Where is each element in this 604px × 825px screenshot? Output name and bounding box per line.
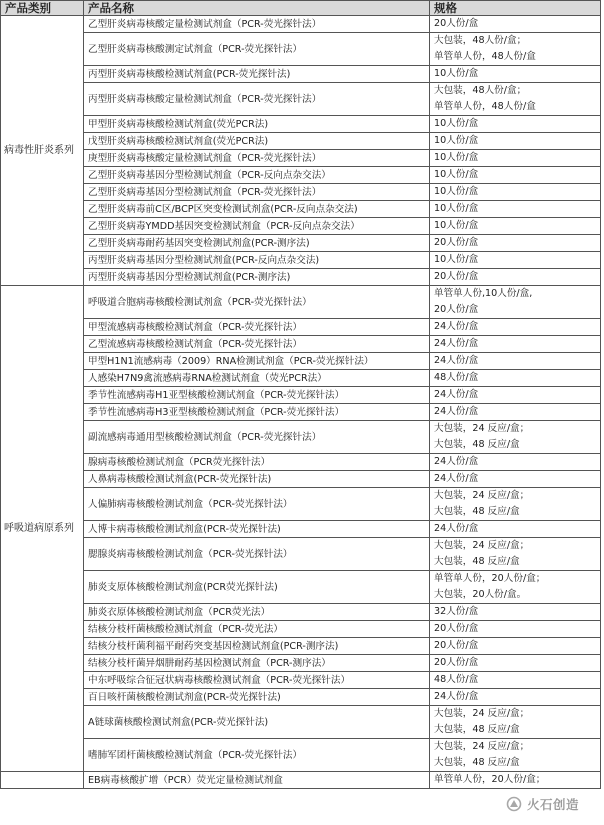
product-name-cell: 丙型肝炎病毒核酸检测试剂盒(PCR-荧光探针法) — [84, 66, 430, 83]
spec-line: 大包装，24 反应/盒； — [434, 540, 530, 551]
product-name-cell: 丙型肝炎病毒核酸定量检测试剂盒（PCR-荧光探针法） — [84, 83, 430, 116]
spec-cell — [430, 772, 601, 789]
product-name-cell: 中东呼吸综合征冠状病毒核酸检测试剂盒（PCR-荧光探针法） — [84, 672, 430, 689]
spec-cell — [430, 218, 601, 235]
spec-line: 24人份/盒 — [434, 473, 479, 484]
spec-cell — [430, 66, 601, 83]
product-name-cell: 季节性流感病毒H1亚型核酸检测试剂盒（PCR-荧光探针法） — [84, 387, 430, 404]
table-row — [1, 16, 601, 33]
spec-line: 10人份/盒 — [434, 203, 479, 214]
table-body — [1, 16, 601, 789]
table-row — [1, 201, 601, 218]
spec-line: 24人份/盒 — [434, 691, 479, 702]
product-name-cell: 人感染H7N9禽流感病毒RNA检测试剂盒（荧光PCR法） — [84, 370, 430, 387]
product-name-cell: 乙型肝炎病毒耐药基因突变检测试剂盒(PCR-测序法) — [84, 235, 430, 252]
product-name-cell: 乙型肝炎病毒基因分型检测试剂盒（PCR-反向点杂交法） — [84, 167, 430, 184]
product-name-cell: 乙型肝炎病毒核酸定量检测试剂盒（PCR-荧光探针法） — [84, 16, 430, 33]
category-cell: 呼吸道病原系列 — [1, 286, 84, 772]
spec-line: 24人份/盒 — [434, 321, 479, 332]
table-row — [1, 672, 601, 689]
table-row — [1, 66, 601, 83]
product-name-cell: EB病毒核酸扩增（PCR）荧光定量检测试剂盒 — [84, 772, 430, 789]
spec-cell — [430, 336, 601, 353]
watermark — [504, 793, 602, 815]
spec-cell — [430, 286, 601, 319]
table-row — [1, 488, 601, 521]
table-row — [1, 286, 601, 319]
header-category: 产品类别 — [1, 1, 84, 16]
spec-line: 20人份/盒 — [434, 271, 479, 282]
spec-line: 单管单人份,10人份/盒, — [434, 288, 533, 299]
spec-line: 大包装，48人份/盒； — [434, 85, 527, 96]
product-name-cell: 呼吸道合胞病毒核酸检测试剂盒（PCR-荧光探针法） — [84, 286, 430, 319]
spec-cell — [430, 235, 601, 252]
spec-line: 20人份/盒 — [434, 657, 479, 668]
spec-line: 24人份/盒 — [434, 338, 479, 349]
table-row — [1, 571, 601, 604]
spec-cell — [430, 252, 601, 269]
spec-cell — [430, 538, 601, 571]
product-name-cell: 乙型肝炎病毒基因分型检测试剂盒（PCR-荧光探针法） — [84, 184, 430, 201]
spec-line: 大包装，48 反应/盒 — [434, 757, 520, 768]
table-row — [1, 252, 601, 269]
table-row — [1, 421, 601, 454]
spec-cell — [430, 471, 601, 488]
spec-cell — [430, 83, 601, 116]
product-name-cell: 腺病毒核酸检测试剂盒（PCR荧光探针法） — [84, 454, 430, 471]
table-row — [1, 706, 601, 739]
product-name-cell: 肺炎支原体核酸检测试剂盒(PCR荧光探针法) — [84, 571, 430, 604]
table-row — [1, 655, 601, 672]
spec-cell — [430, 387, 601, 404]
product-name-cell: 百日咳杆菌核酸检测试剂盒(PCR-荧光探针法) — [84, 689, 430, 706]
spec-cell — [430, 689, 601, 706]
category-cell: 病毒性肝炎系列 — [1, 16, 84, 286]
product-name-cell: A链球菌核酸检测试剂盒(PCR-荧光探针法) — [84, 706, 430, 739]
table-row — [1, 184, 601, 201]
product-name-cell: 副流感病毒通用型核酸检测试剂盒（PCR-荧光探针法） — [84, 421, 430, 454]
product-name-cell: 人鼻病毒核酸检测试剂盒(PCR-荧光探针法) — [84, 471, 430, 488]
table-row — [1, 319, 601, 336]
table-row — [1, 638, 601, 655]
spec-cell — [430, 16, 601, 33]
spec-line: 大包装，48人份/盒； — [434, 35, 527, 46]
product-name-cell: 丙型肝炎病毒基因分型检测试剂盒(PCR-反向点杂交法) — [84, 252, 430, 269]
spec-line: 单管单人份，48人份/盒 — [434, 51, 536, 62]
spec-line: 10人份/盒 — [434, 254, 479, 265]
spec-line: 20人份/盒 — [434, 237, 479, 248]
spec-line: 10人份/盒 — [434, 220, 479, 231]
spec-line: 10人份/盒 — [434, 186, 479, 197]
spec-cell — [430, 404, 601, 421]
spec-line: 大包装，48 反应/盒 — [434, 556, 520, 567]
spec-line: 大包装，48 反应/盒 — [434, 506, 520, 517]
spec-line: 大包装，48 反应/盒 — [434, 439, 520, 450]
product-name-cell: 乙型肝炎病毒前C区/BCP区突变检测试剂盒(PCR-反向点杂交法) — [84, 201, 430, 218]
spec-cell — [430, 638, 601, 655]
spec-line: 10人份/盒 — [434, 152, 479, 163]
spec-line: 48人份/盒 — [434, 372, 479, 383]
product-name-cell: 庚型肝炎病毒核酸定量检测试剂盒（PCR-荧光探针法） — [84, 150, 430, 167]
table-row — [1, 235, 601, 252]
spec-cell — [430, 319, 601, 336]
spec-cell — [430, 150, 601, 167]
spec-cell — [430, 269, 601, 286]
product-name-cell: 乙型流感病毒核酸检测试剂盒（PCR-荧光探针法） — [84, 336, 430, 353]
spec-cell — [430, 33, 601, 66]
spec-line: 24人份/盒 — [434, 406, 479, 417]
spec-line: 32人份/盒 — [434, 606, 479, 617]
spec-cell — [430, 454, 601, 471]
spec-line: 20人份/盒 — [434, 304, 479, 315]
spec-cell — [430, 571, 601, 604]
spec-line: 24人份/盒 — [434, 456, 479, 467]
table-row — [1, 604, 601, 621]
spec-line: 10人份/盒 — [434, 68, 479, 79]
table-row — [1, 83, 601, 116]
spec-line: 24人份/盒 — [434, 355, 479, 366]
product-name-cell: 季节性流感病毒H3亚型核酸检测试剂盒（PCR-荧光探针法） — [84, 404, 430, 421]
spec-line: 20人份/盒 — [434, 623, 479, 634]
spec-cell — [430, 421, 601, 454]
spec-cell — [430, 604, 601, 621]
category-cell — [1, 772, 84, 789]
spec-cell — [430, 488, 601, 521]
spec-line: 10人份/盒 — [434, 169, 479, 180]
spec-line: 单管单人份，48人份/盒 — [434, 101, 536, 112]
product-name-cell: 乙型肝炎病毒核酸测定试剂盒（PCR-荧光探针法） — [84, 33, 430, 66]
spec-cell — [430, 116, 601, 133]
table-row — [1, 133, 601, 150]
spec-line: 大包装，24 反应/盒； — [434, 490, 530, 501]
spec-cell — [430, 133, 601, 150]
table-row — [1, 521, 601, 538]
spec-line: 20人份/盒 — [434, 18, 479, 29]
product-name-cell: 腮腺炎病毒核酸检测试剂盒（PCR-荧光探针法） — [84, 538, 430, 571]
spec-cell — [430, 672, 601, 689]
header-product-name: 产品名称 — [84, 1, 430, 16]
product-name-cell: 肺炎衣原体核酸检测试剂盒（PCR荧光法） — [84, 604, 430, 621]
table-row — [1, 370, 601, 387]
product-name-cell: 结核分枝杆菌异烟肼耐药基因检测试剂盒（PCR-测序法） — [84, 655, 430, 672]
spec-cell — [430, 706, 601, 739]
spec-cell — [430, 521, 601, 538]
table-row — [1, 471, 601, 488]
spec-line: 10人份/盒 — [434, 118, 479, 129]
watermark-text: 火石创造 — [527, 797, 580, 812]
spec-line: 单管单人份，20人份/盒； — [434, 774, 546, 785]
table-row — [1, 336, 601, 353]
spec-line: 大包装，24 反应/盒； — [434, 708, 530, 719]
spec-cell — [430, 739, 601, 772]
product-name-cell: 戊型肝炎病毒核酸检测试剂盒(荧光PCR法) — [84, 133, 430, 150]
spec-line: 大包装，20人份/盒。 — [434, 589, 527, 600]
spec-line: 48人份/盒 — [434, 674, 479, 685]
table-header-row — [1, 1, 601, 16]
table-row — [1, 387, 601, 404]
spec-line: 10人份/盒 — [434, 135, 479, 146]
table-row — [1, 621, 601, 638]
table-row — [1, 269, 601, 286]
table-row — [1, 353, 601, 370]
product-name-cell: 人偏肺病毒核酸检测试剂盒（PCR-荧光探针法） — [84, 488, 430, 521]
spec-line: 大包装，24 反应/盒； — [434, 741, 530, 752]
table-row — [1, 116, 601, 133]
table-row — [1, 454, 601, 471]
table-row — [1, 33, 601, 66]
spec-cell — [430, 655, 601, 672]
spec-cell — [430, 184, 601, 201]
spec-line: 大包装，24 反应/盒； — [434, 423, 530, 434]
spec-line: 24人份/盒 — [434, 389, 479, 400]
table-row — [1, 689, 601, 706]
product-name-cell: 嗜肺军团杆菌核酸检测试剂盒（PCR-荧光探针法） — [84, 739, 430, 772]
table-row — [1, 404, 601, 421]
table-row — [1, 538, 601, 571]
spec-line: 20人份/盒 — [434, 640, 479, 651]
product-name-cell: 结核分枝杆菌利福平耐药突变基因检测试剂盒(PCR-测序法) — [84, 638, 430, 655]
spec-cell — [430, 353, 601, 370]
product-name-cell: 甲型肝炎病毒核酸检测试剂盒(荧光PCR法) — [84, 116, 430, 133]
product-name-cell: 结核分枝杆菌核酸检测试剂盒（PCR-荧光法） — [84, 621, 430, 638]
spec-cell — [430, 167, 601, 184]
spec-cell — [430, 370, 601, 387]
product-name-cell: 丙型肝炎病毒基因分型检测试剂盒(PCR-测序法) — [84, 269, 430, 286]
product-name-cell: 甲型流感病毒核酸检测试剂盒（PCR-荧光探针法） — [84, 319, 430, 336]
table-row — [1, 150, 601, 167]
spec-cell — [430, 621, 601, 638]
table-row — [1, 772, 601, 789]
table-row — [1, 739, 601, 772]
spec-line: 24人份/盒 — [434, 523, 479, 534]
spec-line: 大包装，48 反应/盒 — [434, 724, 520, 735]
table-row — [1, 218, 601, 235]
spec-line: 单管单人份，20人份/盒； — [434, 573, 546, 584]
product-name-cell: 甲型H1N1流感病毒（2009）RNA检测试剂盒（PCR-荧光探针法） — [84, 353, 430, 370]
header-spec: 规格 — [430, 1, 601, 16]
spec-cell — [430, 201, 601, 218]
table-row — [1, 167, 601, 184]
fire-stone-logo-icon — [504, 796, 524, 812]
product-name-cell: 人博卡病毒核酸检测试剂盒(PCR-荧光探针法) — [84, 521, 430, 538]
product-name-cell: 乙型肝炎病毒YMDD基因突变检测试剂盒（PCR-反向点杂交法） — [84, 218, 430, 235]
